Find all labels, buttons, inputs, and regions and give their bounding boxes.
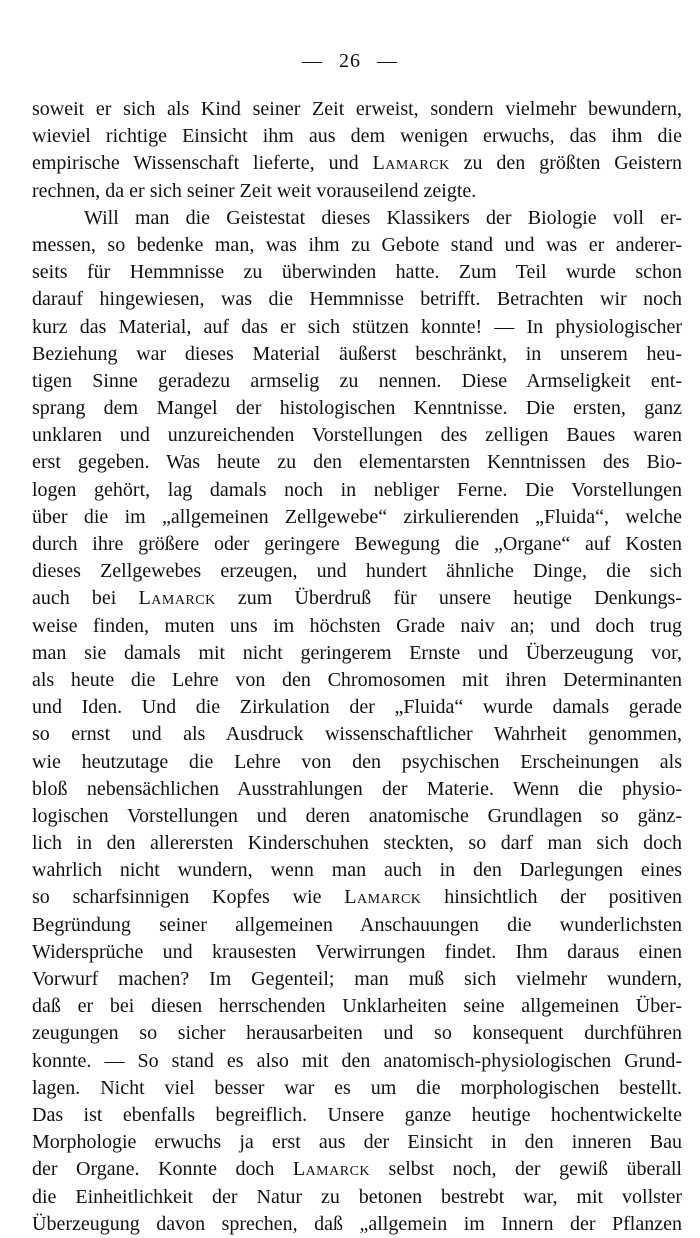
text-segment: auch bei bbox=[32, 587, 139, 610]
text-line: Morphologie erwuchs ja erst aus der Einsicht in den inneren Bau bbox=[32, 1131, 682, 1154]
text-line bbox=[32, 1156, 682, 1183]
text-segment: so scharfsinnigen Kopfes wie bbox=[32, 886, 345, 909]
text-line: durch ihre größere oder geringere Bewegung die „Organe“ auf Kosten bbox=[32, 533, 682, 555]
text-line: als heute die Lehre von den Chromosomen mit ihren Determinanten bbox=[32, 668, 682, 691]
author-name-smallcaps: Lamarck bbox=[372, 152, 450, 175]
text-line: bloß nebensächlichen Ausstrahlungen der Materie. Wenn die physio- bbox=[32, 777, 682, 800]
text-segment: selbst noch, der gewiß überall bbox=[370, 1158, 682, 1181]
text-line: konnte. — So stand es also mit den anatomisch-physiologischen Grund- bbox=[32, 1049, 682, 1072]
text-line: Beziehung war dieses Material äußerst beschränkt, in unserem heu- bbox=[32, 342, 682, 365]
text-line: lich in den allerersten Kinderschuhen steckten, so darf man sich doch bbox=[32, 832, 682, 855]
text-line: kurz das Material, auf das er sich stützen konnte! — In physiologischer bbox=[32, 315, 682, 338]
text-line: erst gegeben. Was heute zu den elementarsten Kenntnissen des Bio- bbox=[32, 451, 682, 474]
text-line: Begründung seiner allgemeinen Anschauungen die wunderlichsten bbox=[32, 913, 682, 936]
text-line: weise finden, muten uns im höchsten Grade naiv an; und doch trug bbox=[32, 614, 682, 637]
text-line bbox=[32, 884, 682, 911]
text-line: lagen. Nicht viel besser war es um die morphologischen bestellt. bbox=[32, 1076, 682, 1099]
text-segment: der Organe. Konnte doch bbox=[32, 1158, 293, 1181]
header-dash-left: — bbox=[302, 50, 323, 72]
text-segment: hinsichtlich der positiven bbox=[421, 886, 682, 909]
text-line: wahrlich nicht wundern, wenn man auch in den Darlegungen eines bbox=[32, 859, 682, 882]
text-line: die Einheitlichkeit der Natur zu betonen bestrebt war, mit vollster bbox=[32, 1185, 682, 1208]
author-name-smallcaps: Lamarck bbox=[138, 587, 216, 610]
text-line: daß er bei diesen herrschenden Unklarheiten seine allgemeinen Über- bbox=[32, 995, 682, 1018]
text-line: rechnen, da er sich seiner Zeit weit vorauseilend zeigte. bbox=[32, 179, 477, 202]
text-line: Widersprüche und krausesten Verwirrungen findet. Ihm daraus einen bbox=[32, 940, 682, 963]
text-line: so ernst und als Ausdruck wissenschaftlicher Wahrheit genommen, bbox=[32, 723, 682, 746]
text-line: messen, so bedenke man, was ihm zu Gebote stand und was er anderer- bbox=[32, 233, 682, 256]
author-name-smallcaps: Lamarck bbox=[292, 1158, 371, 1181]
text-line: darauf hingewiesen, was die Hemmnisse betrifft. Betrachten wir noch bbox=[32, 288, 682, 311]
text-line bbox=[32, 585, 682, 612]
text-line: unklaren und unzureichenden Vorstellungen des zelligen Baues waren bbox=[32, 424, 682, 447]
text-line: Überzeugung davon sprechen, daß „allgemein im Innern der Pflanzen bbox=[32, 1212, 682, 1235]
text-line: logischen Vorstellungen und deren anatomische Grundlagen so gänz- bbox=[32, 804, 682, 827]
author-name-smallcaps: Lamarck bbox=[344, 886, 422, 909]
text-line bbox=[32, 150, 682, 177]
text-line: wieviel richtige Einsicht ihm aus dem wenigen erwuchs, das ihm die bbox=[32, 125, 682, 148]
text-segment: zum Überdruß für unsere heutige Denkungs- bbox=[215, 587, 682, 610]
text-line: über die im „allgemeinen Zellgewebe“ zirkulierenden „Fluida“, welche bbox=[32, 505, 682, 528]
text-line: soweit er sich als Kind seiner Zeit erweist, sondern vielmehr bewundern, bbox=[32, 98, 682, 120]
body-text bbox=[32, 96, 682, 1238]
text-line: und Iden. Und die Zirkulation der „Fluida“ wurde damals gerade bbox=[32, 696, 682, 719]
text-line: Vorwurf machen? Im Gegenteil; man muß sich vielmehr wundern, bbox=[32, 968, 682, 990]
text-line: wie heutzutage die Lehre von den psychischen Erscheinungen als bbox=[32, 750, 682, 773]
text-segment: empirische Wissenschaft lieferte, und bbox=[32, 152, 373, 175]
text-line: dieses Zellgewebes erzeugen, und hundert ähnliche Dinge, die sich bbox=[32, 560, 682, 583]
text-line: seits für Hemmnisse zu überwinden hatte. Zum Teil wurde schon bbox=[32, 261, 682, 284]
text-line: logen gehört, lag damals noch in nebliger Ferne. Die Vorstellungen bbox=[32, 478, 682, 501]
text-line: man sie damals mit nicht geringerem Ernste und Überzeugung vor, bbox=[32, 641, 682, 664]
text-segment: zu den größten Geistern bbox=[449, 152, 682, 175]
page-number: 26 bbox=[339, 50, 361, 72]
text-line: sprang dem Mangel der histologischen Kenntnisse. Die ersten, ganz bbox=[32, 397, 682, 420]
header-dash-right: — bbox=[377, 50, 398, 72]
text-line: tigen Sinne geradezu armselig zu nennen. Diese Armseligkeit ent- bbox=[32, 369, 682, 392]
text-line: Will man die Geistestat dieses Klassikers der Biologie voll er- bbox=[84, 206, 682, 229]
text-line: zeugungen so sicher herausarbeiten und so konsequent durchführen bbox=[32, 1022, 682, 1045]
text-line: Das ist ebenfalls begreiflich. Unsere ganze heutige hochentwickelte bbox=[32, 1103, 682, 1126]
page-number-header bbox=[0, 50, 700, 73]
